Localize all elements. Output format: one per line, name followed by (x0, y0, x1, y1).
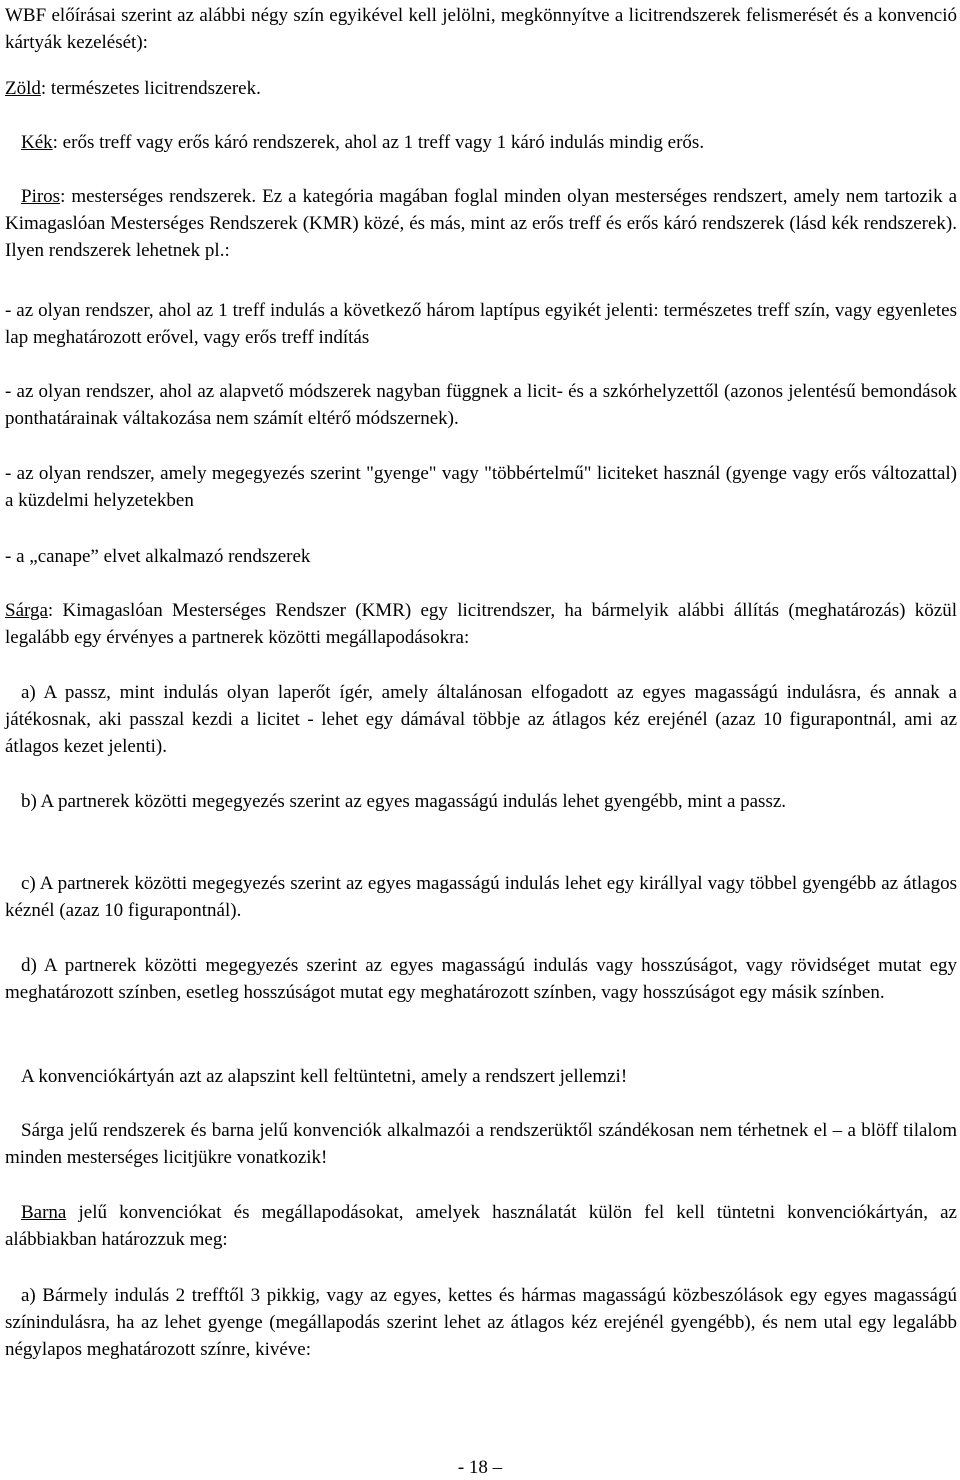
piros-item-1: - az olyan rendszer, ahol az 1 treff indulás a következő három laptípus egyikét jelenti: természetes treff szín, vagy egyenletes lap meghatározott erővel, vagy erős treff indítás (5, 300, 957, 348)
piros-item-3: - az olyan rendszer, amely megegyezés szerint "gyenge" vagy "többértelmű" liciteket használ (gyenge vagy erős változattal) a küzdelmi helyzetekben (5, 463, 957, 511)
zold-paragraph (5, 75, 957, 102)
sarga-item-b: b) A partnerek közötti megegyezés szerint az egyes magasságú indulás lehet gyengébb, mint a passz. (21, 791, 787, 812)
kek-paragraph (5, 129, 957, 156)
intro-paragraph: WBF előírásai szerint az alábbi négy szín egyikével kell jelölni, megkönnyítve a licitrendszerek felismerését és a konvenció kártyák kezelését): (5, 5, 957, 53)
sarga-paragraph (5, 597, 957, 651)
sarga-barna-paragraph: Sárga jelű rendszerek és barna jelű konvenciók alkalmazói a rendszerüktől szándékosan nem térhetnek el – a blöff tilalom minden mesterséges licitjükre vonatkozik! (5, 1120, 957, 1168)
barna-text: jelű konvenciókat és megállapodásokat, amelyek használatát külön fel kell tüntetni konvenciókártyán, az alábbiakban határozzuk meg: (5, 1202, 957, 1250)
sarga-item-c: c) A partnerek közötti megegyezés szerint az egyes magasságú indulás lehet egy királlyal vagy többel gyengébb az átlagos kéznél (azaz 10 figurapontnál). (5, 873, 957, 921)
piros-label: Piros (21, 186, 61, 207)
piros-text: : mesterséges rendszerek. Ez a kategória magában foglal minden olyan mesterséges rendszert, amely nem tartozik a Kimagaslóan Mesterséges Rendszerek (KMR) közé, és más, mint az erős treff és erős káró rendszerek (lásd kék rendszerek). Ilyen rendszerek lehetnek pl.: (5, 186, 957, 261)
zold-text: : természetes licitrendszerek. (40, 78, 261, 99)
piros-item-2: - az olyan rendszer, ahol az alapvető módszerek nagyban függnek a licit- és a szkórhelyzettől (azonos jelentésű bemondások ponthatárainak váltakozása nem számít eltérő módszernek). (5, 381, 957, 429)
sarga-text: : Kimagaslóan Mesterséges Rendszer (KMR) egy licitrendszer, ha bármelyik alábbi állítás (meghatározás) közül legalább egy érvényes a partnerek közötti megállapodásokra: (5, 600, 957, 648)
piros-item-4: - a „canape” elvet alkalmazó rendszerek (5, 546, 311, 567)
barna-paragraph (5, 1199, 957, 1253)
sarga-item-a: a) A passz, mint indulás olyan laperőt ígér, amely általánosan elfogadott az egyes magasságú indulásra, és annak a játékosnak, aki passzal kezdi a licitet - lehet egy dámával többje az átlagos kéz erejénél (azaz 10 figurapontnál, ami az átlagos kezet jelenti). (5, 682, 957, 757)
kek-text: : erős treff vagy erős káró rendszerek, ahol az 1 treff vagy 1 káró indulás mindig erős. (52, 132, 705, 153)
barna-item-a: a) Bármely indulás 2 trefftől 3 pikkig, vagy az egyes, kettes és hármas magasságú közbeszólások egy egyes magasságú színindulásra, ha az lehet gyenge (megállapodás szerint lehet az átlagos kéz erejénél gyengébb), és nem utal egy legalább négylapos meghatározott színre, kivéve: (5, 1285, 957, 1360)
zold-label: Zöld (5, 78, 41, 99)
page-number: - 18 – (457, 1457, 503, 1478)
sarga-item-d: d) A partnerek közötti megegyezés szerint az egyes magasságú indulás vagy hosszúságot, vagy rövidséget mutat egy meghatározott színben, esetleg hosszúságot mutat egy meghatározott színben, vagy hosszúságot egy másik színben. (5, 955, 957, 1003)
barna-label: Barna (21, 1202, 67, 1223)
kek-label: Kék (21, 132, 53, 153)
konvenciokartya-paragraph: A konvenciókártyán azt az alapszint kell feltüntetni, amely a rendszert jellemzi! (21, 1066, 628, 1087)
piros-paragraph (5, 183, 957, 264)
sarga-label: Sárga (5, 600, 48, 621)
